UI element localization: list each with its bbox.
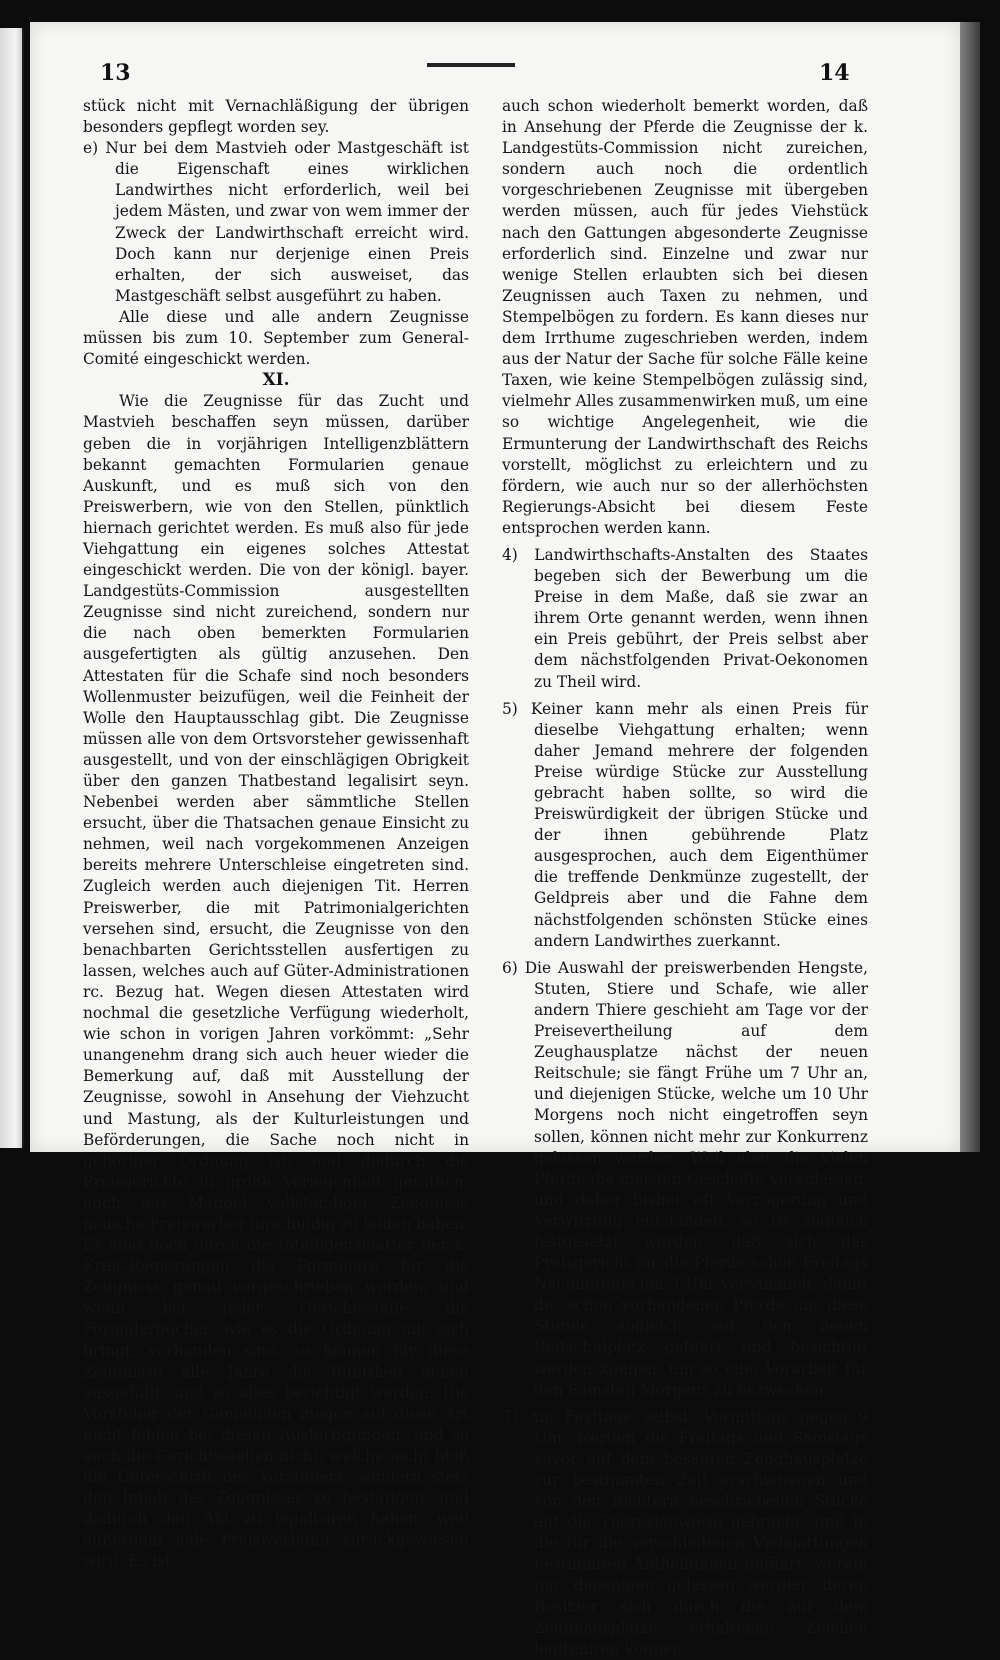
header-rule [427, 63, 515, 67]
paragraph-certificates: Wie die Zeugnisse für das Zucht und Mastvieh beschaffen seyn müssen, darüber geben die in vorjährigen Intelligenzblättern bekannt gemachten Formularien genaue Auskunft, und es muß sich von den Preiswerbern, wie von den Stellen, pünktlich hiernach gerichtet werden. Es muß also für jede Viehgattung ein eigenes solches Attestat eingeschickt werden. Die von der königl. bayer. Landgestüts-Commission ausgestellten Zeugnisse sind nicht zureichend, sondern nur die nach oben bemerkten Formularien ausgefertigten als gültig anzusehen. Den Attestaten für die Schafe sind noch besonders Wollenmuster beizufügen, weil die Feinheit der Wolle den Hauptausschlag gibt. Die Zeugnisse müssen alle von dem Ortsvorsteher gewissenhaft ausgestellt, und von der einschlägigen Obrigkeit über den ganzen Thatbestand legalisirt seyn. Nebenbei werden aber sämmtliche Stellen ersucht, über die Thatsachen genaue Einsicht zu nehmen, weil nach vorgekommenen Anzeigen bereits mehrere Unterschleise eingetreten sind. Zugleich werden auch diejenigen Tit. Herren Preiswerber, die mit Patrimonialgerichten versehen sind, ersucht, die Zeugnisse von den benachbarten Gerichtsstellen ausfertigen zu lassen, welches auch auf Güter-Administrationen rc. Bezug hat. Wegen diesen Attestaten wird nochmal die gesetzliche Verfügung wiederholt, wie schon in vorigen Jahren vorkömmt: „Sehr unangenehm drang sich auch heuer wieder die Bemerkung auf, daß mit Ausstellung der Zeugnisse, sowohl in Ansehung der Viehzucht und Mastung, als der Kulturleistungen und Beförderungen, die Sache noch nicht in gehöriger Ordnung ist, und dadurch die Preisgerichte in große Verlegenheit gerathen, auch aus Mangel vollständiger Zeugnisse manche Preiswerber unschuldig zu leiden haben. Es sind doch durch die Intelligenzblätter der k. Kreis-Regierungen die Formulare für die Zeugnisse genau vorgeschrieben worden, und wenn bei jeder Gerichtsstelle die Formularbücher, wie es die Ordnung mit sich bringt, vorhanden sind, so können für diese Zeugnisse alle Jahre die Rubriken genau ausgefüllt, und so alles berichtigt werden. Die Vorsteher der Gemeinden mögen auf diese Art nicht fehlen bei diesen Ausfertigungen, und so auch die Gerichtsstellen nicht, welche nicht bloß die Unterschrift des Vorstehers, sondern stets den Inhalt des Zeugnisses zu bestätigen, und dadurch den Akt zu legalisiren haben, weil außerdem jede Preiswerbung zurückgewiesen wird. Es ist [83, 392, 469, 1571]
section-heading: XI. [262, 370, 290, 391]
right-column [502, 96, 868, 1660]
paragraph-continuation: auch schon wiederholt bemerkt worden, daß in Ansehung der Pferde die Zeugnisse der k. Landgestüts-Commission nicht zureichen, sondern auch noch die ordentlich vorgeschriebenen Zeugnisse mit übergeben werden müssen, auch für jedes Viehstück nach den Gattungen abgesonderte Zeugnisse erforderlich sind. Einzelne und zwar nur wenige Stellen erlaubten sich bei diesen Zeugnissen auch Taxen zu nehmen, und Stempelbögen zu fordern. Es kann dieses nur dem Irrthume zugeschrieben werden, indem aus der Natur der Sache für solche Fälle keine Taxen, wie keine Stempelbögen zulässig sind, vielmehr Alles zusammenwirken muß, um eine so wichtige Angelegenheit, wie die Ermunterung der Landwirthschaft des Reichs vorstellt, möglichst zu erleichtern und zu fördern, wie auch nur so der allerhöchsten Regierungs-Absicht bei diesem Feste entsprochen werden kann. [502, 97, 868, 537]
list-item-e: e) Nur bei dem Mastvieh oder Mastgeschäft ist die Eigenschaft eines wirklichen Landwirthes nicht erforderlich, weil bei jedem Mästen, und zwar von wem immer der Zweck der Landwirthschaft erreicht wird. Doch kann nur derjenige einen Preis erhalten, der sich ausweiset, das Mastgeschäft selbst ausgeführt zu haben. [83, 139, 469, 305]
list-item-7: 7) Am Festtage selbst, Vormittags gegen 9 Uhr, werden die Freitags und Samstags zuvor auf dem besagten Zeughausplatze zur bestimmten Zeit erschienenen und von den Richtern beschriebenen Stücke auf die Theresienwiese gebracht, und in die für die verschiedenen Viehgattungen bestimmten Abtheilungen geführt, worein nur diejenigen gelassen werden, deren Besitzer sich durch die auf dem Zeughausplatze erhaltenen Zeichen legitimiren können. [502, 1407, 868, 1658]
list-item-6: 6) Die Auswahl der preiswerbenden Hengste, Stuten, Stiere und Schafe, wie aller andern Thiere geschieht am Tage vor der Preisevertheilung auf dem Zeughausplatze nächst der neuen Reitschule; sie fängt Frühe um 7 Uhr an, und diejenigen Stücke, welche um 10 Uhr Morgens noch nicht eingetroffen seyn sollen, können nicht mehr zur Konkurrenz gelassen werden. Weil aber die vielen Pferde die meisten Geschäfte veranlassen, und daher bisher oft Verzögerung und Verwirrung entstanden, so ist zugleich festgesetzt worden, daß sich das Preisgericht für die Pferde schon Freitags Nachmittags um 3 Uhr versammelt, damit die schon vorhandenen Pferde um diese Stunde sogleich auf den neuen Reitschulplatz geführt und besichtigt werden können, um so eine Vorarbeit für den Samstag Morgens zu bezwecken. [502, 958, 868, 1399]
paragraph-deadline: Alle diese und alle andern Zeugnisse müssen bis zum 10. September zum General-Comité eingeschickt werden. [83, 307, 469, 369]
left-column [83, 96, 469, 1573]
page-number-right: 14 [819, 60, 850, 86]
list-item-4: 4) Landwirthschafts-Anstalten des Staates begeben sich der Bewerbung um die Preise in dem Maße, daß sie zwar an ihrem Orte genannt werden, wenn ihnen ein Preis gebührt, der Preis selbst aber dem nächstfolgenden Privat-Oekonomen zu Theil wird. [502, 545, 868, 691]
previous-page-edge [0, 28, 24, 1148]
page-number-left: 13 [100, 60, 131, 86]
list-item-5: 5) Keiner kann mehr als einen Preis für dieselbe Viehgattung erhalten; wenn daher Jemand mehrere der folgenden Preise würdige Stücke zur Ausstellung gebracht haben sollte, so wird die Preiswürdigkeit der übrigen Stücke und der ihnen gebührende Platz ausgesprochen, auch dem Eigenthümer die treffende Denkmünze zugestellt, der Geldpreis aber und die Fahne dem nächstfolgenden schönsten Stücke eines andern Landwirthes zuerkannt. [502, 699, 868, 950]
paragraph-continuation: stück nicht mit Vernachläßigung der übrigen besonders gepflegt worden sey. [83, 97, 469, 137]
